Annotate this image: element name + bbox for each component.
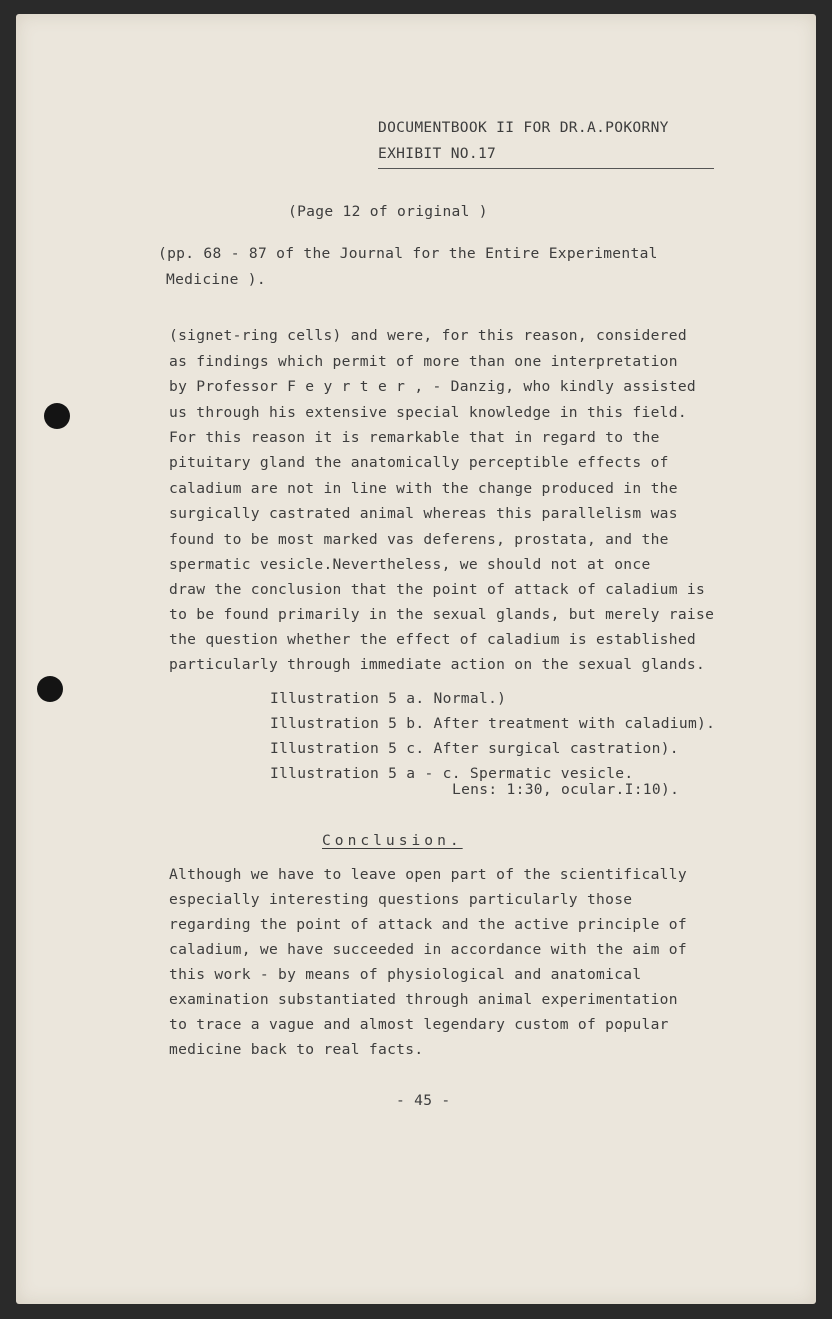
body-line: to be found primarily in the sexual glands, but merely raise bbox=[169, 606, 715, 623]
exhibit-number: EXHIBIT NO.17 bbox=[378, 145, 497, 162]
conclusion-line: medicine back to real facts. bbox=[169, 1041, 424, 1058]
body-line: us through his extensive special knowledge in this field. bbox=[169, 404, 687, 421]
body-line: caladium are not in line with the change produced in the bbox=[169, 480, 678, 497]
body-line: as findings which permit of more than one interpretation bbox=[169, 353, 678, 370]
journal-reference-line-2: Medicine ). bbox=[166, 271, 266, 288]
conclusion-line: regarding the point of attack and the active principle of bbox=[169, 916, 687, 933]
conclusion-heading: Conclusion. bbox=[322, 832, 463, 849]
body-line: (signet-ring cells) and were, for this reason, considered bbox=[169, 327, 687, 344]
conclusion-line: especially interesting questions particularly those bbox=[169, 891, 633, 908]
journal-reference-line-1: (pp. 68 - 87 of the Journal for the Entire Experimental bbox=[158, 245, 658, 262]
body-line: draw the conclusion that the point of attack of caladium is bbox=[169, 581, 706, 598]
body-line: surgically castrated animal whereas this parallelism was bbox=[169, 505, 678, 522]
document-title: DOCUMENTBOOK II FOR DR.A.POKORNY bbox=[378, 119, 669, 136]
body-line: by Professor F e y r t e r , - Danzig, who kindly assisted bbox=[169, 378, 696, 395]
body-line: pituitary gland the anatomically perceptible effects of bbox=[169, 454, 669, 471]
conclusion-line: Although we have to leave open part of the scientifically bbox=[169, 866, 687, 883]
header-underline bbox=[378, 168, 714, 169]
page-reference: (Page 12 of original ) bbox=[288, 203, 488, 220]
illustration-caption: Illustration 5 b. After treatment with caladium). bbox=[270, 715, 716, 732]
body-line: found to be most marked vas deferens, prostata, and the bbox=[169, 531, 669, 548]
lens-note: Lens: 1:30, ocular.I:10). bbox=[452, 781, 680, 798]
illustration-caption: Illustration 5 a. Normal.) bbox=[270, 690, 507, 707]
body-line: the question whether the effect of caladium is established bbox=[169, 631, 696, 648]
body-line: For this reason it is remarkable that in regard to the bbox=[169, 429, 660, 446]
punch-hole-bottom bbox=[37, 676, 63, 702]
punch-hole-top bbox=[44, 403, 70, 429]
illustration-caption: Illustration 5 c. After surgical castration). bbox=[270, 740, 679, 757]
body-line: spermatic vesicle.Nevertheless, we should not at once bbox=[169, 556, 651, 573]
body-line: particularly through immediate action on the sexual glands. bbox=[169, 656, 706, 673]
illustration-caption: Illustration 5 a - c. Spermatic vesicle. bbox=[270, 765, 634, 782]
page-number: - 45 - bbox=[396, 1092, 451, 1109]
conclusion-line: caladium, we have succeeded in accordance with the aim of bbox=[169, 941, 687, 958]
conclusion-line: examination substantiated through animal experimentation bbox=[169, 991, 678, 1008]
conclusion-line: this work - by means of physiological and anatomical bbox=[169, 966, 642, 983]
conclusion-line: to trace a vague and almost legendary custom of popular bbox=[169, 1016, 669, 1033]
